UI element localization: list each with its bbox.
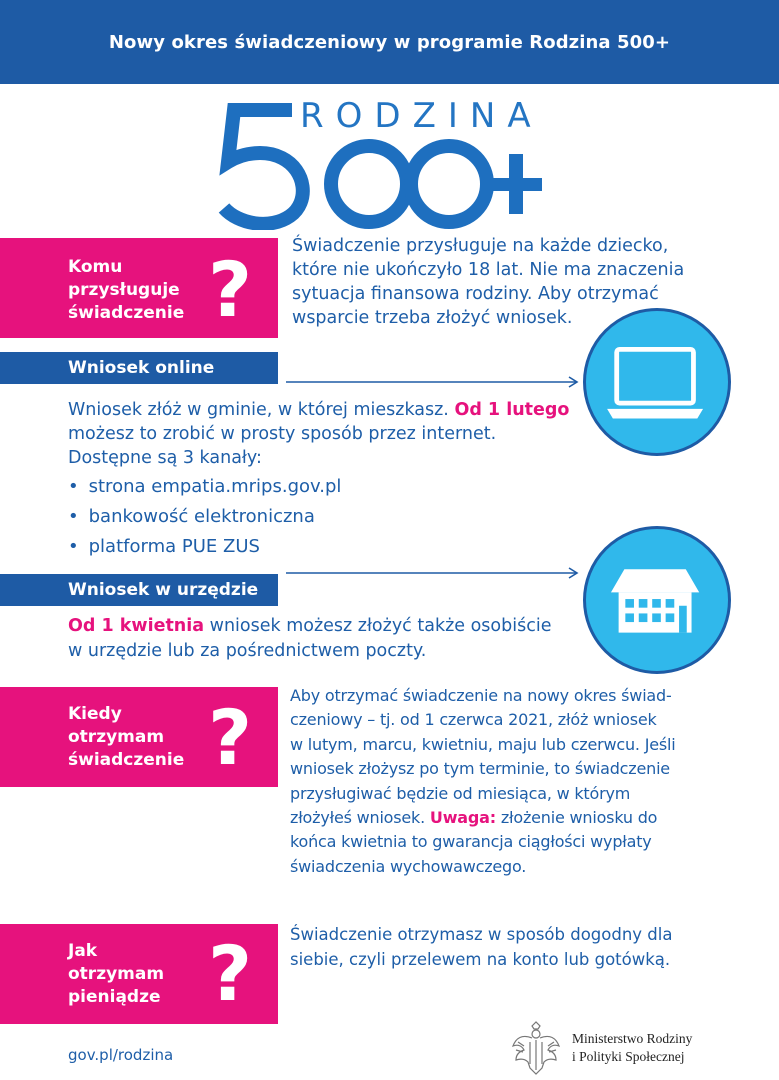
- eligibility-text: Świadczenie przysługuje na każde dziecko, które nie ukończyło 18 lat. Nie ma znaczenia sytuacja finansowa rodziny. Aby otrzymać wsparcie trzeba złożyć wniosek.: [292, 236, 685, 328]
- laptop-drawing: [586, 311, 728, 453]
- question-label-how: Jak otrzymam pieniądze: [68, 941, 165, 1007]
- building-drawing: [586, 529, 728, 671]
- timing-text: Aby otrzymać świadczenie na nowy okres świad- czeniowy – tj. od 1 czerwca 2021, złóż wniosek w lutym, marcu, kwietniu, maju lub czerwcu. Jeśli wniosek złożysz po tym terminie, to świadczenie przysługiwać będzie od miesiąca, w którym złożyłeś wniosek. Uwaga: złożenie wniosku do końca kwietnia to gwarancja ciągłości wypłaty świadczenia wychowawczego.: [290, 686, 676, 876]
- building-icon: [583, 526, 731, 674]
- question-mark-icon: ?: [208, 245, 253, 334]
- section-title-online: Wniosek online: [0, 352, 278, 384]
- website-link[interactable]: gov.pl/rodzina: [68, 1046, 174, 1064]
- arrow-icon: [286, 376, 580, 388]
- page-title: Nowy okres świadczeniowy w programie Rodzina 500+: [108, 31, 671, 53]
- question-label-who: Komu przysługuje świadczenie: [68, 257, 185, 323]
- header-bar: [0, 0, 779, 84]
- online-text: Wniosek złóż w gminie, w której mieszkasz. Od 1 lutego możesz to zrobić w prosty sposób przez internet. Dostępne są 3 kanały:: [68, 400, 570, 468]
- question-mark-icon: ?: [208, 929, 253, 1018]
- logo-500-plus: [214, 100, 544, 230]
- question-mark-icon: ?: [208, 693, 253, 782]
- laptop-icon: [583, 308, 731, 456]
- ministry-name: Ministerstwo Rodziny i Polityki Społecznej: [572, 1031, 693, 1064]
- channel-item: • platforma PUE ZUS: [68, 532, 341, 562]
- logo-word: RODZINA: [300, 96, 543, 136]
- section-title-office: Wniosek w urzędzie: [0, 574, 278, 606]
- eagle-emblem-icon: [510, 1020, 562, 1076]
- channel-item: • bankowość elektroniczna: [68, 502, 341, 532]
- payment-text: Świadczenie otrzymasz w sposób dogodny dla siebie, czyli przelewem na konto lub gotówką.: [290, 925, 673, 969]
- channel-list: [68, 472, 341, 562]
- question-label-when: Kiedy otrzymam świadczenie: [68, 704, 185, 770]
- office-text: Od 1 kwietnia wniosek możesz złożyć także osobiście w urzędzie lub za pośrednictwem poczty.: [68, 616, 552, 661]
- arrow-icon: [286, 567, 580, 579]
- channel-item: • strona empatia.mrips.gov.pl: [68, 472, 341, 502]
